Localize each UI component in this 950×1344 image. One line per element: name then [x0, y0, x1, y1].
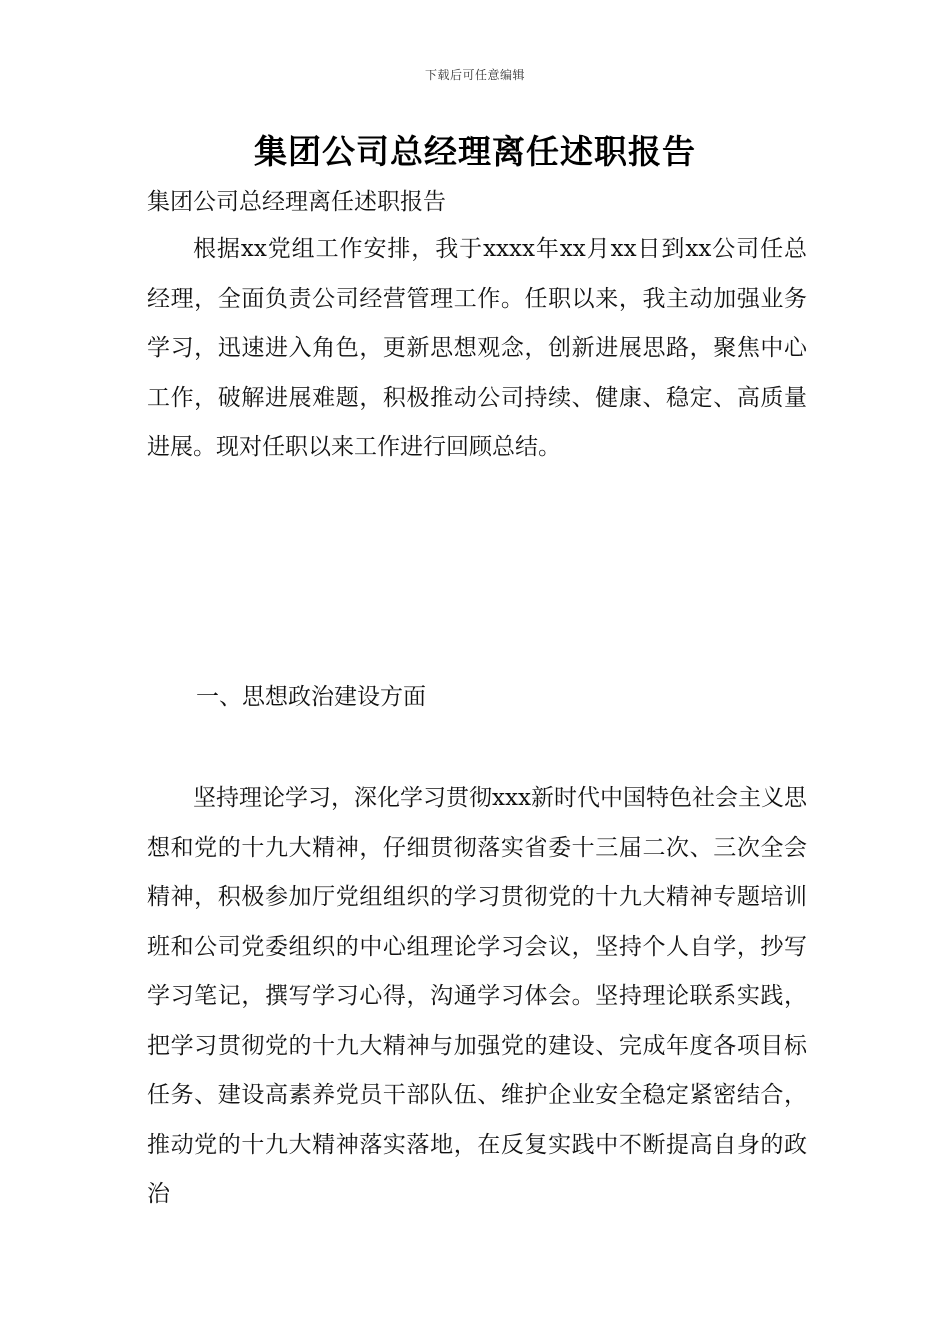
- intro-paragraph: 根据xx党组工作安排，我于xxxx年xx月xx日到xx公司任总经理，全面负责公司经营管理工作。任职以来，我主动加强业务学习，迅速进入角色，更新思想观念，创新进展思路，聚焦中心工作，破解进展难题，积极推动公司持续、健康、稳定、高质量进展。现对任职以来工作进行回顾总结。: [147, 236, 807, 460]
- section-heading: 一、思想政治建设方面: [196, 684, 426, 710]
- document-subtitle: 集团公司总经理离任述职报告: [147, 189, 446, 215]
- header-note: 下载后可任意编辑: [424, 68, 525, 82]
- document-title: 集团公司总经理离任述职报告: [254, 132, 696, 171]
- section-paragraph: 坚持理论学习，深化学习贯彻xxx新时代中国特色社会主义思想和党的十九大精神，仔细贯彻落实省委十三届二次、三次全会精神，积极参加厅党组组织的学习贯彻党的十九大精神专题培训班和公司党委组织的中心组理论学习会议，坚持个人自学，抄写学习笔记，撰写学习心得，沟通学习体会。坚持理论联系实践，把学习贯彻党的十九大精神与加强党的建设、完成年度各项目标任务、建设高素养党员干部队伍、维护企业安全稳定紧密结合，推动党的十九大精神落实落地，在反复实践中不断提高自身的政治: [147, 785, 807, 1207]
